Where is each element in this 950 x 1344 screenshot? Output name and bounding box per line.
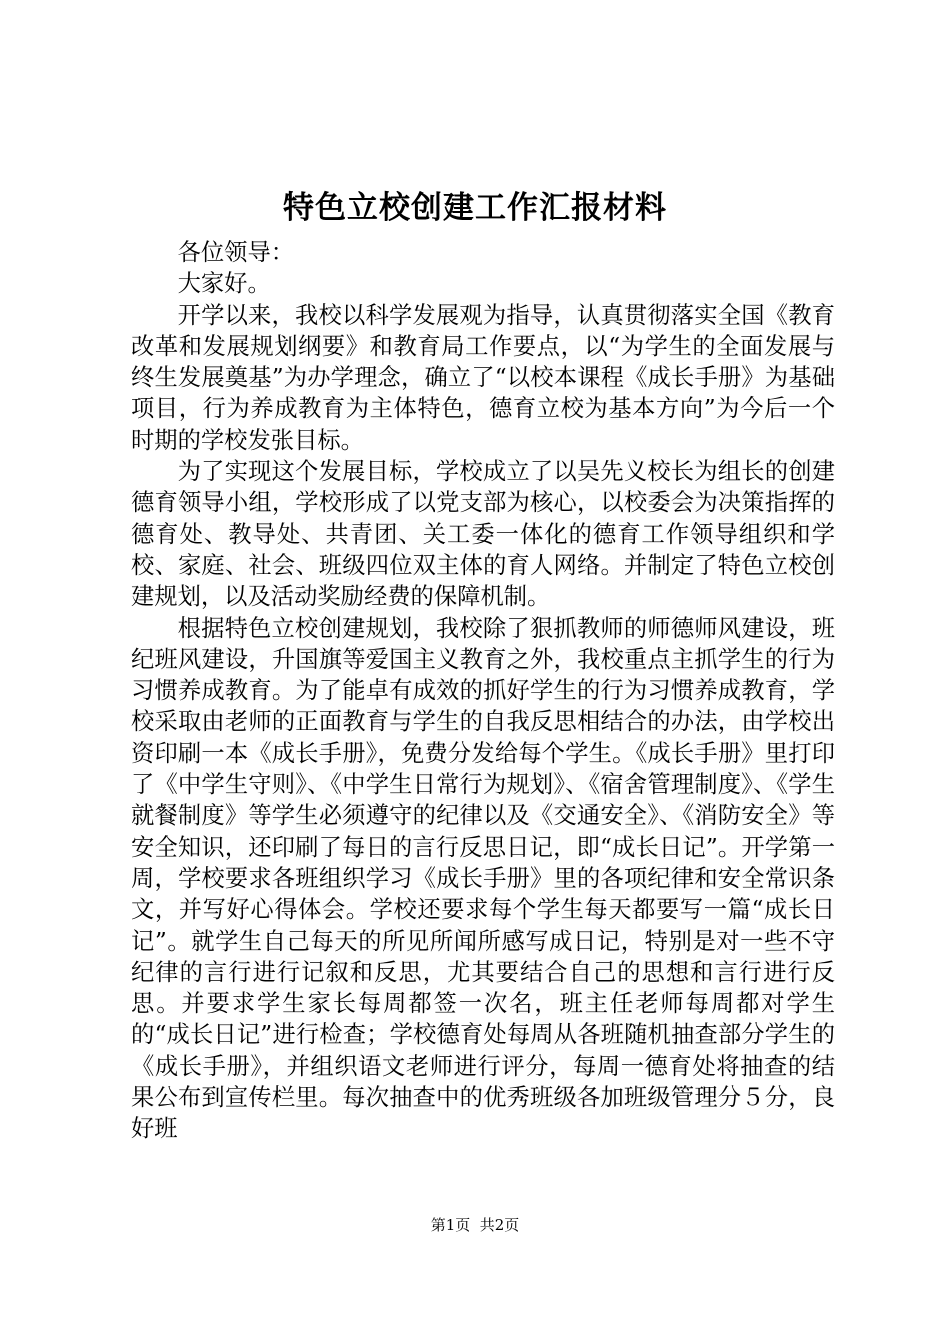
paragraph-goals: 开学以来，我校以科学发展观为指导，认真贯彻落实全国《教育改革和发展规划纲要》和教育局工作要点，以“为学生的全面发展与终生发展奠基”为办学理念，确立了“以校本课程《成长手册》为基础项目，行为养成教育为主体特色，德育立校为基本方向”为今后一个时期的学校发张目标。	[131, 301, 835, 454]
greeting: 大家好。	[177, 270, 271, 298]
page-footer	[0, 1214, 950, 1236]
document-body	[131, 237, 835, 1145]
paragraph-organization: 为了实现这个发展目标，学校成立了以吴先义校长为组长的创建德育领导小组，学校形成了以党支部为核心，以校委会为决策指挥的德育处、教导处、共青团、关工委一体化的德育工作领导组织和学校、家庭、社会、班级四位双主体的育人网络。并制定了特色立校创建规划，以及活动奖励经费的保障机制。	[131, 458, 835, 611]
paragraph-growth-handbook: 根据特色立校创建规划，我校除了狠抓教师的师德师风建设，班纪班风建设，升国旗等爱国主义教育之外，我校重点主抓学生的行为习惯养成教育。为了能卓有成效的抓好学生的行为习惯养成教育，学校采取由老师的正面教育与学生的自我反思相结合的办法，由学校出资印刷一本《成长手册》，免费分发给每个学生。《成长手册》里打印了《中学生守则》、《中学生日常行为规划》、《宿舍管理制度》、《学生就餐制度》等学生必须遵守的纪律以及《交通安全》、《消防安全》等安全知识，还印刷了每日的言行反思日记，即“成长日记”。开学第一周，学校要求各班组织学习《成长手册》里的各项纪律和安全常识条文，并写好心得体会。学校还要求每个学生每天都要写一篇“成长日记”。就学生自己每天的所见所闻所感写成日记，特别是对一些不守纪律的言行进行记叙和反思，尤其要结合自己的思想和言行进行反思。并要求学生家长每周都签一次名，班主任老师每周都对学生的“成长日记”进行检查；学校德育处每周从各班随机抽查部分学生的《成长手册》，并组织语文老师进行评分，每周一德育处将抽查的结果公布到宣传栏里。每次抽查中的优秀班级各加班级管理分５分，良好班	[131, 614, 835, 1143]
document-title: 特色立校创建工作汇报材料	[283, 190, 667, 226]
page-number: 第1页 共2页	[430, 1216, 520, 1234]
salutation: 各位领导：	[177, 239, 295, 266]
